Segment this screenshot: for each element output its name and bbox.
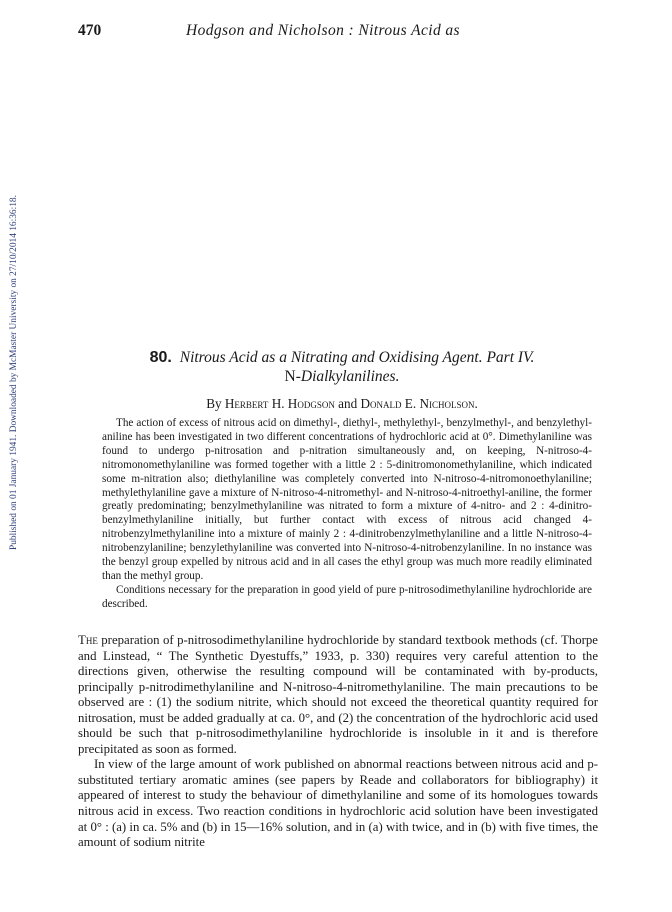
- author-conjunction: and: [334, 396, 361, 411]
- author-line: [78, 396, 606, 412]
- article-number: 80.: [149, 349, 172, 366]
- abstract: [102, 417, 592, 612]
- body-lead-word: The: [78, 633, 98, 647]
- author-2: Donald E. Nicholson.: [360, 396, 478, 411]
- body-paragraph-1: [78, 633, 598, 757]
- subtitle-prefix: N: [284, 368, 296, 385]
- author-1: Herbert H. Hodgson: [224, 396, 335, 411]
- article-body: [78, 633, 598, 851]
- abstract-paragraph-1: The action of excess of nitrous acid on dimethyl-, diethyl-, methylethyl-, benzylmethyl-, and benzylethyl-aniline has been investigated in two different concentrations of hydrochloric acid at 0°. Dimethylaniline was found to undergo p-nitrosation and p-nitration simultaneously and, on keeping, N-nitroso-4-nitromonomethylaniline was formed together with a little 2 : 5-dinitromonomethylaniline, which indicated some m-nitration also; diethylaniline was completely converted into N-nitroso-4-nitromonoethylaniline; methylethylaniline gave a mixture of N-nitroso-4-nitromethyl- and N-nitroso-4-nitroethyl-aniline, the former greatly predominating; benzylmethylaniline was nitrated to form a mixture of 4-nitro- and 2 : 4-dinitro-benzylmethylaniline initially, but further contact with excess of nitrous acid changed 4-nitrobenzylmethylaniline into a mixture of mainly 2 : 4-dinitrobenzylmethylaniline and a little N-nitroso-4-nitrobenzylaniline; benzylethylaniline was converted into N-nitroso-4-nitrobenzylaniline. In no instance was the benzyl group expelled by nitrous acid and in all cases the ethyl group was much more readily eliminated than the methyl group.: [102, 417, 592, 582]
- article-title: Nitrous Acid as a Nitrating and Oxidising Agent. Part IV.: [179, 349, 535, 366]
- body-paragraph-2: In view of the large amount of work published on abnormal reactions between nitrous acid and p-substituted tertiary aromatic amines (see papers by Reade and collaborators for bibliography) it appeared of interest to study the behaviour of dimethylaniline and some of its homologues towards nitrous acid in excess. Two reaction conditions in hydrochloric acid solution have been investigated at 0° : (a) in ca. 5% and (b) in 15—16% solution, and in (a) with twice, and in (b) with five times, the amount of sodium nitrite: [78, 757, 598, 850]
- abstract-paragraph-2: Conditions necessary for the preparation in good yield of pure p-nitrosodimethylaniline hydrochloride are described.: [102, 583, 592, 610]
- page-number: 470: [78, 22, 102, 39]
- article-subtitle: [78, 367, 606, 386]
- author-prefix: By: [206, 396, 225, 411]
- running-title: Hodgson and Nicholson : Nitrous Acid as: [186, 22, 460, 39]
- download-notice: Published on 01 January 1941. Downloaded by McMaster University on 27/10/2014 16:36:18.: [9, 195, 19, 551]
- subtitle-text: -Dialkylanilines.: [295, 368, 400, 385]
- article-title-line1: [78, 348, 606, 367]
- article-title-block: [78, 348, 606, 412]
- body-paragraph-1-text: preparation of p-nitrosodimethylaniline hydrochloride by standard textbook methods (cf. Thorpe and Linstead, “ The Synthetic Dyestuffs,” 1933, p. 330) requires very careful attention to the directions given, otherwise the resulting compound will be contaminated with by-products, principally p-nitrodimethylaniline and N-nitroso-4-nitromethylaniline. The main precautions to be observed are : (1) the sodium nitrite, which should not exceed the theoretical quantity required for nitrosation, must be added gradually at ca. 0°, and (2) the concentration of the hydrochloric acid used should be such that p-nitrosodimethylaniline hydrochloride is insoluble in it and is therefore precipitated as soon as formed.: [78, 633, 598, 756]
